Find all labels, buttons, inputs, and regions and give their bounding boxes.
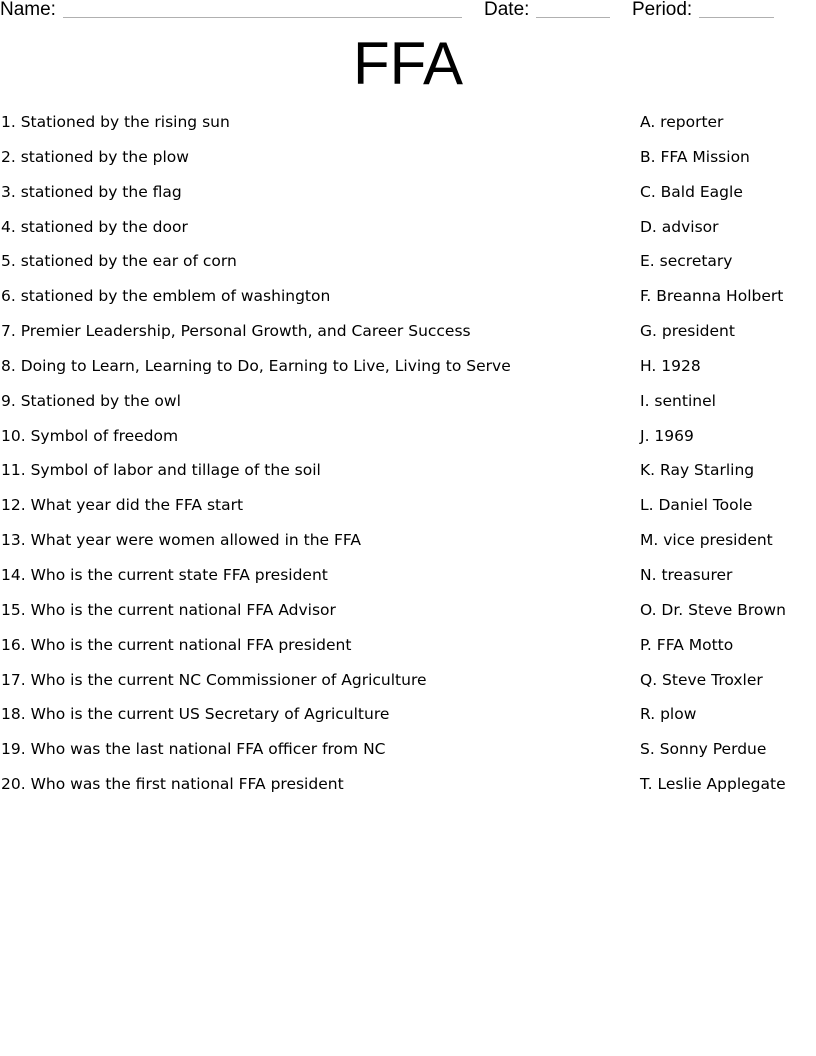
question-text: 7. Premier Leadership, Personal Growth, and Career Success [1,322,471,341]
matching-row [0,530,816,565]
question-text: 14. Who is the current state FFA president [1,565,328,584]
question-text: 15. Who is the current national FFA Advisor [1,600,336,619]
answer-option: B. FFA Mission [640,147,750,166]
matching-list [0,112,816,809]
name-label: Name: [0,0,56,20]
question-text: 1. Stationed by the rising sun [1,113,230,131]
matching-row [0,391,816,426]
matching-row [0,774,816,809]
answer-option: E. secretary [640,252,733,271]
matching-row [0,704,816,739]
answer-option: J. 1969 [640,426,694,445]
answer-option: A. reporter [640,113,724,131]
answer-option: L. Daniel Toole [640,496,753,515]
answer-option: P. FFA Motto [640,635,734,654]
matching-row [0,565,816,600]
page-title: FFA [352,30,463,97]
question-text: 6. stationed by the emblem of washington [1,287,331,306]
answer-option: S. Sonny Perdue [640,740,767,759]
question-text: 8. Doing to Learn, Learning to Do, Earning to Live, Living to Serve [1,356,511,375]
matching-row [0,182,816,217]
answer-option: M. vice president [640,531,773,550]
matching-row [0,147,816,182]
matching-row [0,495,816,530]
name-blank-line[interactable] [63,17,462,18]
answer-option: N. treasurer [640,565,733,584]
question-text: 20. Who was the first national FFA president [1,775,344,794]
question-text: 12. What year did the FFA start [1,496,244,515]
answer-option: G. president [640,322,735,341]
date-blank-line[interactable] [536,17,610,18]
question-text: 17. Who is the current NC Commissioner of Agriculture [1,670,427,689]
answer-option: T. Leslie Applegate [640,775,786,794]
question-text: 16. Who is the current national FFA president [1,635,352,654]
matching-row [0,600,816,635]
worksheet-header [0,0,816,24]
question-text: 2. stationed by the plow [1,147,189,166]
answer-option: F. Breanna Holbert [640,287,784,306]
question-text: 11. Symbol of labor and tillage of the soil [1,461,321,480]
matching-row [0,670,816,705]
matching-row [0,251,816,286]
matching-row [0,112,816,147]
question-text: 4. stationed by the door [1,217,188,236]
matching-row [0,635,816,670]
question-text: 10. Symbol of freedom [1,426,179,445]
matching-row [0,460,816,495]
date-label: Date: [484,0,530,20]
answer-option: D. advisor [640,217,719,236]
matching-row [0,321,816,356]
matching-row [0,739,816,774]
answer-option: I. sentinel [640,391,716,410]
answer-option: R. plow [640,705,697,724]
answer-option: C. Bald Eagle [640,182,743,201]
question-text: 9. Stationed by the owl [1,391,181,410]
period-label: Period: [632,0,693,20]
answer-option: K. Ray Starling [640,461,755,480]
matching-row [0,356,816,391]
answer-option: H. 1928 [640,356,701,375]
answer-option: Q. Steve Troxler [640,670,763,689]
matching-row [0,426,816,461]
question-text: 5. stationed by the ear of corn [1,252,237,271]
question-text: 3. stationed by the flag [1,182,182,201]
matching-row [0,217,816,252]
matching-row [0,286,816,321]
question-text: 19. Who was the last national FFA officer from NC [1,740,386,759]
question-text: 13. What year were women allowed in the FFA [1,531,361,550]
answer-option: O. Dr. Steve Brown [640,600,786,619]
period-blank-line[interactable] [699,17,774,18]
question-text: 18. Who is the current US Secretary of Agriculture [1,705,390,724]
